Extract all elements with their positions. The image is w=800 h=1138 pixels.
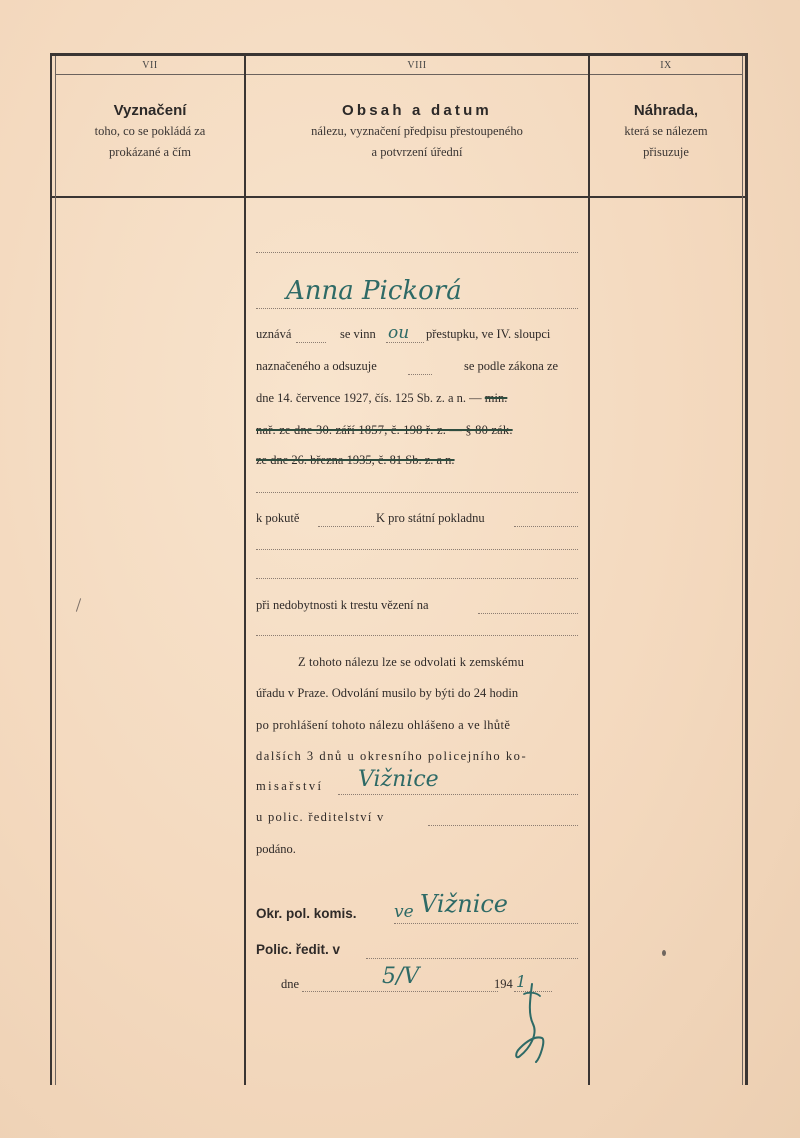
polic-redit-blank [366,958,578,959]
vinn-blank [386,342,424,343]
blank-line-3 [256,578,578,579]
podano-label: podáno. [256,842,296,856]
appeal-line-2: úřadu v Praze. Odvolání musilo by býti do 24 hodin [256,686,519,700]
naznaceneho-blank [408,374,432,375]
col-vii-desc-2: prokázané a čím [109,145,191,159]
person-name-handwritten: Anna Pickorá [286,276,462,306]
se-podle-label: se podle zákona ze [464,359,559,373]
misarstvi-label: misařství [256,779,324,793]
col-ix-header [590,100,742,163]
vinn-suffix-handwritten: ou [388,323,410,343]
roman-row-rule [55,74,743,75]
vezeni-blank [478,613,578,614]
okr-prefix-handwritten: ve [394,902,414,922]
header-bottom-rule [50,196,748,198]
polic-redit-label: Polic. ředit. v [256,942,341,957]
uznava-blank [296,342,326,343]
law-line-3-struck: ze dne 26. března 1935, č. 81 Sb. z. a n. [256,453,455,467]
law-line-2-struck: nař. ze dne 30. září 1857, č. 198 ř. z. — § 80 zák. [256,423,513,437]
blank-line-1 [256,492,578,493]
name-line [256,308,578,309]
naznaceneho-label: naznačeného a odsuzuje [256,359,377,373]
misarstvi-place-handwritten: Vižnice [358,767,439,792]
pokuta-amount-blank [318,526,374,527]
appeal-line-1: Z tohoto nálezu lze se odvolati k zemskému [298,655,525,669]
col-vii-desc-1: toho, co se pokládá za [94,124,206,138]
col-viii-desc-1: nálezu, vyznačení předpisu přestoupeného [311,124,523,138]
col-vii-title: Vyznačení [113,102,187,119]
handwritten-signature [500,978,560,1068]
blank-line-2 [256,549,578,550]
appeal-line-3: po prohlášení tohoto nálezu ohlášeno a ve lhůtě [256,718,511,732]
col-viii-desc-2: a potvrzení úřední [371,145,463,159]
blank-line-top [256,252,578,253]
u-polic-blank [428,825,578,826]
col-divider-2 [588,56,590,1085]
ink-dot [662,950,666,956]
prestupku-label: přestupku, ve IV. sloupci [426,327,551,341]
col-viii-header [246,100,588,163]
uznava-label: uznává [256,327,292,341]
pri-nedobytnosti-label: při nedobytnosti k trestu vězení na [256,598,429,612]
u-polic-label: u polic. ředitelství v [256,810,385,824]
okr-place-handwritten: Vižnice [420,890,509,918]
dne-label: dne [281,977,300,991]
col-vii-header [56,100,244,163]
col-ix-desc-2: přisuzuje [643,145,689,159]
k-pokute-label: k pokutě [256,511,300,525]
right-inner-border [742,56,743,1085]
col-ix-title: Náhrada, [633,102,699,119]
blank-line-4 [256,635,578,636]
col-divider-1 [244,56,246,1085]
left-inner-border [55,56,56,1085]
col-ix-desc-1: která se nálezem [624,124,708,138]
dne-blank [302,991,498,992]
law-line-1-struck: min. [484,391,508,405]
year-suffix-handwritten: 1 [516,972,527,991]
col-ix-numeral: IX [660,60,672,71]
se-vinn-label: se vinn [340,327,376,341]
misarstvi-blank [338,794,578,795]
appeal-line-4: dalších 3 dnů u okresního policejního ko- [256,749,528,763]
okr-blank [394,923,578,924]
right-outer-border [745,53,748,1085]
date-handwritten: 5/V [382,964,420,989]
col-viii-title: Obsah a datum [342,102,492,119]
pokladnu-blank [514,526,578,527]
law-line-1-text: dne 14. července 1927, čís. 125 Sb. z. a n. — [256,391,482,405]
year-prefix: 194 [494,977,513,991]
k-pro-statni-label: K pro státní pokladnu [376,511,485,525]
law-line-1 [256,391,507,406]
left-outer-border [50,53,52,1085]
pencil-mark [76,598,81,612]
okr-pol-komis-label: Okr. pol. komis. [256,906,357,921]
col-vii-numeral: VII [142,60,158,71]
col-viii-numeral: VIII [407,60,427,71]
top-border [50,53,748,56]
